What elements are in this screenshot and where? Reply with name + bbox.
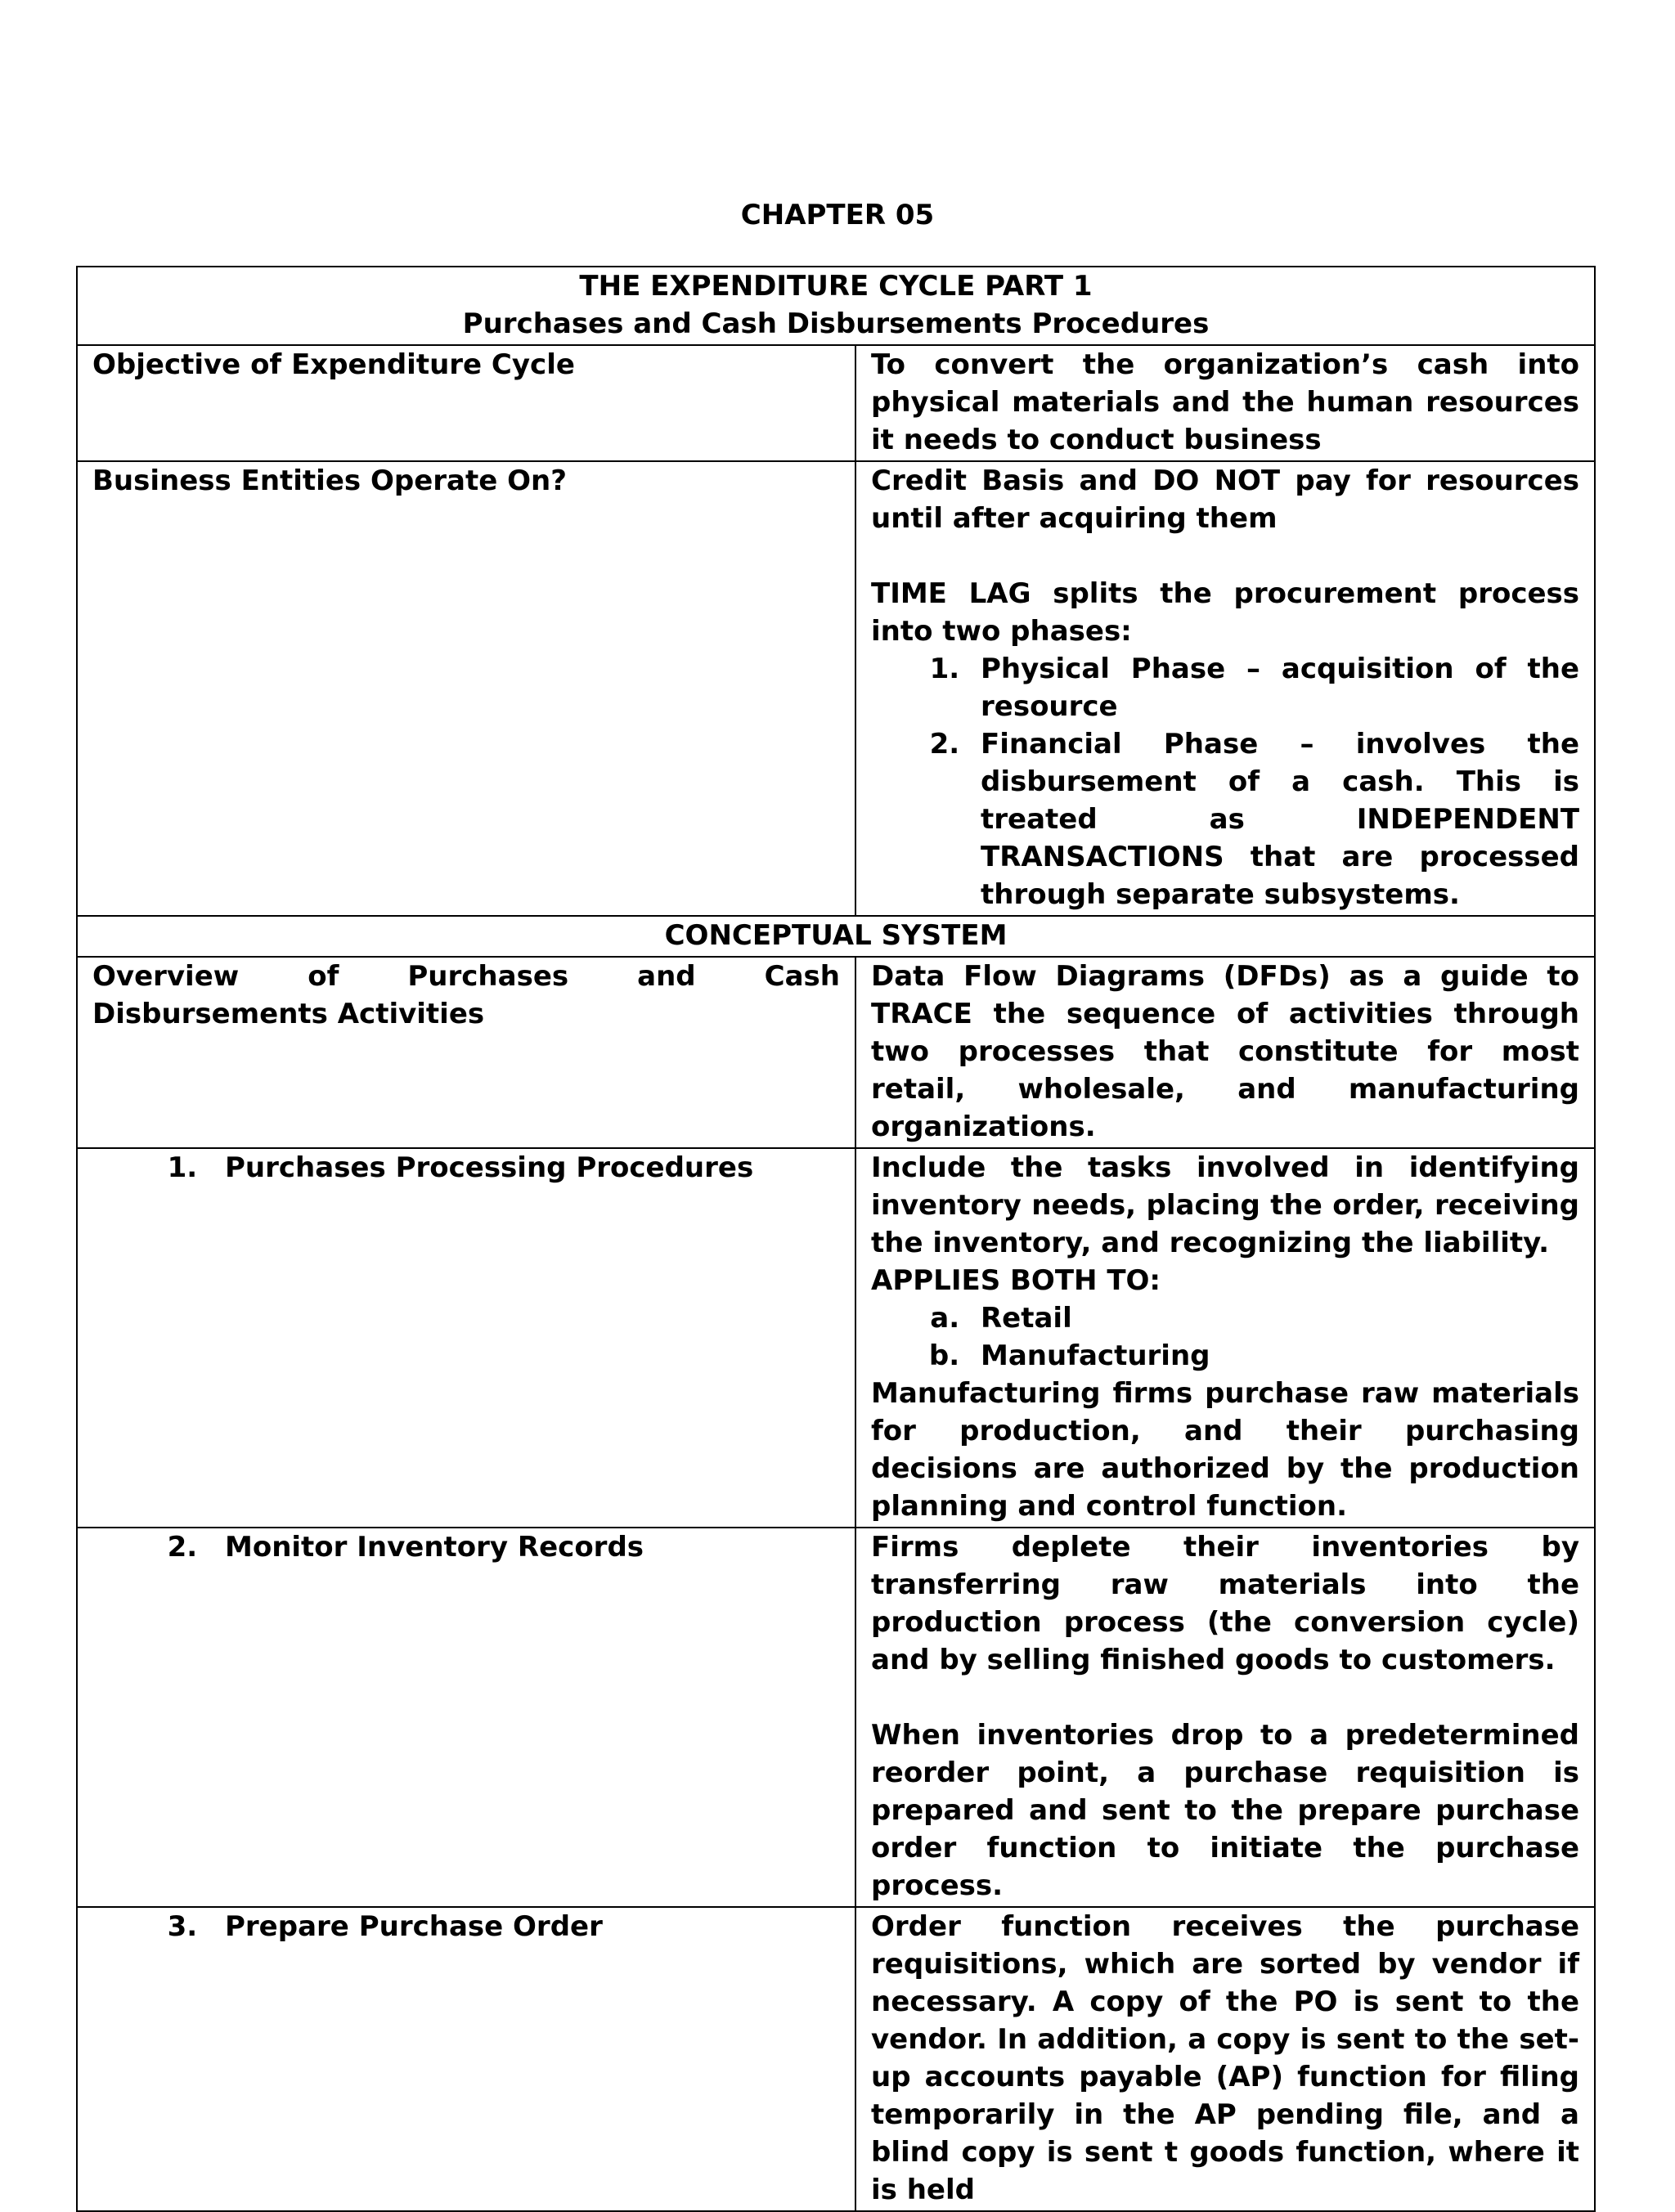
description-text: Credit Basis and DO NOT pay for resources until after acquiring them	[871, 464, 1580, 535]
row-label: Objective of Expenditure Cycle	[77, 345, 855, 461]
description-text: APPLIES BOTH TO:	[871, 1264, 1161, 1297]
table-title: THE EXPENDITURE CYCLE PART 1	[579, 270, 1093, 303]
row-label: Overview of Purchases and Cash Disbursements Activities	[77, 957, 855, 1148]
row-description: To convert the organization’s cash into physical materials and the human resources it needs to conduct business	[855, 345, 1595, 461]
table-header-cell	[77, 267, 1595, 345]
step-list	[92, 1528, 840, 1566]
list-item: 1. Physical Phase – acquisition of the resource	[969, 650, 1579, 725]
row-description	[855, 1528, 1595, 1907]
expenditure-cycle-table	[76, 266, 1596, 2212]
table-row	[77, 345, 1595, 461]
row-label	[77, 1907, 855, 2211]
list-item: a. Retail	[969, 1299, 1579, 1337]
list-item: 1. Purchases Processing Procedures	[207, 1149, 840, 1187]
section-header: CONCEPTUAL SYSTEM	[77, 916, 1595, 957]
row-description: Data Flow Diagrams (DFDs) as a guide to TRACE the sequence of activities through two processes that constitute for most retail, wholesale, and manufacturing organizations.	[855, 957, 1595, 1148]
table-row	[77, 1907, 1595, 2211]
description-text: When inventories drop to a predetermined reorder point, a purchase requisition is prepared and sent to the prepare purchase order function to initiate the purchase process.	[871, 1719, 1580, 1902]
phase-list	[871, 650, 1579, 913]
list-item: b. Manufacturing	[969, 1337, 1579, 1375]
description-text: TIME LAG splits the procurement process into two phases:	[871, 577, 1580, 648]
row-label	[77, 1528, 855, 1907]
row-label	[77, 1148, 855, 1528]
step-list	[92, 1908, 840, 1945]
row-label: Business Entities Operate On?	[77, 461, 855, 916]
row-description	[855, 1148, 1595, 1528]
table-subtitle: Purchases and Cash Disbursements Procedures	[462, 307, 1210, 340]
row-description: Order function receives the purchase requisitions, which are sorted by vendor if necessary. A copy of the PO is sent to the vendor. In addition, a copy is sent to the set-up accounts payable (AP) function for filing temporarily in the AP pending file, and a blind copy is sent t goods function, where it is held	[855, 1907, 1595, 2211]
chapter-heading: CHAPTER 05	[740, 199, 935, 231]
row-description	[855, 461, 1595, 916]
table-row	[77, 1528, 1595, 1907]
list-item: 2. Financial Phase – involves the disbursement of a cash. This is treated as INDEPENDENT TRANSACTIONS that are processed through separate subsystems.	[969, 725, 1579, 913]
list-item: 3. Prepare Purchase Order	[207, 1908, 840, 1945]
description-text: Include the tasks involved in identifying inventory needs, placing the order, receiving the inventory, and recognizing the liability.	[871, 1151, 1580, 1259]
section-header-row	[77, 916, 1595, 957]
applies-list	[871, 1299, 1579, 1375]
step-list	[92, 1149, 840, 1187]
table-row	[77, 461, 1595, 916]
description-text: Manufacturing firms purchase raw materials for production, and their purchasing decisions are authorized by the production planning and control function.	[871, 1377, 1580, 1523]
table-row	[77, 957, 1595, 1148]
description-text: Firms deplete their inventories by transferring raw materials into the production process (the conversion cycle) and by selling finished goods to customers.	[871, 1531, 1580, 1676]
table-header-row	[77, 267, 1595, 345]
list-item: 2. Monitor Inventory Records	[207, 1528, 840, 1566]
table-row	[77, 1148, 1595, 1528]
